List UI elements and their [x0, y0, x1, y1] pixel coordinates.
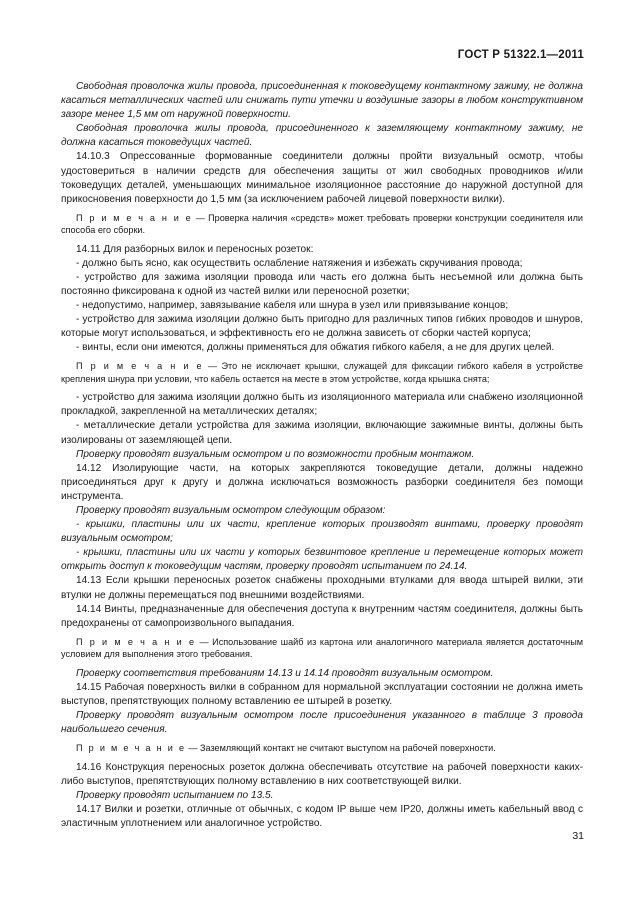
italic-paragraph: Проверку проводят визуальным осмотром после присоединения указанного в таблице 3 провода наибольшего сечения.: [61, 709, 583, 735]
page-number: 31: [572, 830, 584, 842]
note-paragraph: [61, 212, 583, 237]
italic-paragraph: Проверку проводят испытанием по 13.5.: [76, 789, 274, 801]
note-prefix: П р и м е ч а н и е: [76, 212, 193, 223]
body-paragraph: - винты, если они имеются, должны применяться для обжатия гибкого кабеля, а не для других целей.: [76, 342, 555, 354]
note-prefix: П р и м е ч а н и е: [76, 743, 186, 754]
italic-paragraph: - крышки, пластины или их части, крепление которых производят винтами, проверку проводят визуальным осмотром;: [61, 519, 583, 545]
note-prefix: П р и м е ч а н и е: [76, 361, 204, 372]
body-paragraph: 14.16 Конструкция переносных розеток должна обеспечивать отсутствие на рабочей поверхности каких-либо выступов, препятствующих полному вставлению в них соответствующей вилки.: [61, 761, 583, 787]
italic-paragraph: Свободная проволочка жилы провода, присоединенного к заземляющему контактному зажиму, не должна касаться токоведущих частей.: [61, 123, 583, 149]
body-paragraph: 14.15 Рабочая поверхность вилки в собранном для нормальной эксплуатации состоянии не должна иметь выступов, препятствующих полному вставлению ее штырей в розетку.: [61, 681, 583, 707]
note-prefix: П р и м е ч а н и е: [76, 636, 196, 647]
body-paragraph: - металлические детали устройства для зажима изоляции, включающие зажимные винты, должны быть изолированы от заземляющей цепи.: [61, 420, 583, 446]
body-paragraph: 14.17 Вилки и розетки, отличные от обычных, с кодом IP выше чем IP20, должны иметь кабельный ввод с эластичным уплотнением или аналогичное устройство.: [61, 803, 583, 829]
body-paragraph: 14.14 Винты, предназначенные для обеспечения доступа к внутренним частям соединителя, должны быть предохранены от самопроизвольного выпадания.: [61, 603, 583, 629]
document-body: [61, 80, 583, 831]
standard-code-header: ГОСТ Р 51322.1—2011: [457, 49, 584, 61]
note-text: — Использование шайб из картона или аналогичного материала является достаточным условием для выполнения этого требования.: [61, 636, 583, 660]
note-paragraph: [61, 636, 583, 661]
note-paragraph: [61, 360, 583, 385]
body-paragraph: 14.11 Для разборных вилок и переносных розеток:: [76, 243, 314, 255]
italic-paragraph: Проверку соответствия требованиям 14.13 и 14.14 проводят визуальным осмотром.: [76, 667, 494, 679]
body-paragraph: 14.12 Изолирующие части, на которых закрепляются токоведущие детали, должны надежно присоединяться друг к другу и должна исключаться возможность разборки соединителя без помощи инструмента.: [61, 462, 583, 502]
italic-paragraph: - крышки, пластины или их части у которых безвинтовое крепление и перемещение которых может открыть доступ к токоведущим частям, проверку проводят испытанием по 24.14.: [61, 547, 583, 573]
body-paragraph: - недопустимо, например, завязывание кабеля или шнура в узел или привязывание концов;: [76, 300, 509, 312]
note-text: — Проверка наличия «средств» может требовать проверки конструкции соединителя или способа его сборки.: [61, 212, 583, 236]
note-text: — Заземляющий контакт не считают выступом на рабочей поверхности.: [185, 743, 496, 754]
note-text: — Это не исключает крышки, служащей для фиксации гибкого кабеля в устройстве крепления шнура при условии, что кабель остается на месте в этом устройстве, когда крышка снята;: [61, 361, 583, 384]
body-paragraph: 14.10.3 Опрессованные формованные соединители должны пройти визуальный осмотр, чтобы удостовериться в наличии средств для обеспечения защиты от жил свободных проводников и/или токоведущих деталей, уменьшающих минимальное изоляционное расстояние до наружной доступной для прикосновения поверхности до 1,5 мм (за исключением рабочей лицевой поверхности вилки).: [61, 151, 583, 205]
body-paragraph: - должно быть ясно, как осуществить ослабление натяжения и избежать скручивания провода;: [76, 257, 523, 269]
body-paragraph: - устройство для зажима изоляции должно быть из изоляционного материала или снабжено изоляционной прокладкой, закрепленной на металлических деталях;: [61, 392, 583, 418]
body-paragraph: - устройство для зажима изоляции должно быть пригодно для различных типов гибких проводов и шнуров, которые могут использоваться, и эффективность его не должна зависеть от сборки частей корпуса;: [61, 314, 583, 340]
italic-paragraph: Проверку проводят визуальным осмотром и по возможности пробным монтажом.: [76, 448, 475, 460]
italic-paragraph: Свободная проволочка жилы провода, присоединенная к токоведущему контактному зажиму, не должна касаться металлических частей или снижать пути утечки и воздушные зазоры в любом конструктивном зазоре менее 1,5 мм от наружной поверхности.: [61, 81, 583, 121]
body-paragraph: 14.13 Если крышки переносных розеток снабжены проходными втулками для ввода штырей вилки, эти втулки не должны перемещаться под внешними воздействиями.: [61, 575, 583, 601]
italic-paragraph: Проверку проводят визуальным осмотром следующим образом:: [76, 504, 386, 516]
note-paragraph: [61, 742, 583, 754]
body-paragraph: - устройство для зажима изоляции провода или часть его должна быть несъемной или должна быть постоянно фиксирована к одной из частей вилки или переносной розетки;: [61, 271, 583, 297]
